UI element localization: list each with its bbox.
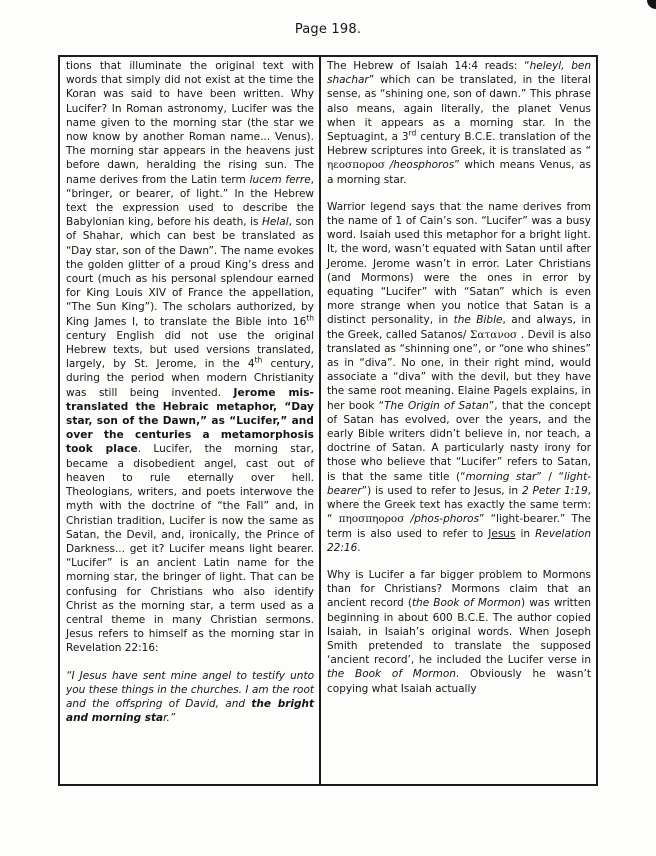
right-paragraph-warrior-legend: Warrior legend says that the name derives from the name of 1 of Cain’s son. “Lucifer” was a busy word. Isaiah used this metaphor for a bright light. It, the word, wasn’t equated with Satan until after Jerome. Jerome wasn’t in error. Later Christians (and Mormons) were the ones in error by equating “Lucifer” with “Satan” which is even more strange when you notice that Satan is a distinct personality, in the Bible, and always, in the Greek, called Satanos/ Σατανοσ . Devil is also translated as “shinning one”, or “one who shines” as in “diva”. No one, in their right mind, would associate a “diva” with the devil, but they have the same root meaning. Elaine Pagels explains, in her book “The Origin of Satan”, that the concept of Satan has evolved, over the years, and the early Bible writers didn’t believe in, nor teach, a doctrine of Satan. A particularly nasty irony for those who believe that “Lucifer” refers to Satan, is that the same title (“morning star” / “light-bearer”) is used to refer to Jesus, in 2 Peter 1:19, where the Greek text has exactly the same term: “ πηοσπηοροσ /phos-phoros” “light-bearer.” The term is also used to refer to Jesus in Revelation 22:16. <box>327 200 591 554</box>
left-column <box>60 57 321 784</box>
left-main-paragraph: tions that illuminate the original text with words that simply did not exist at the time the Koran was said to have been written. Why Lucifer? In Roman astronomy, Lucifer was the name given to the morning star (the star we now know by another Roman name... Venus). The morning star appears in the heavens just before dawn, heralding the rising sun. The name derives from the Latin term lucem ferre, “bringer, or bearer, of light.” In the Hebrew text the expression used to describe the Babylonian king, before his death, is Helal, son of Shahar, which can best be translated as “Day star, son of the Dawn”. The name evokes the golden glitter of a proud King’s dress and court (much as his personal splendour earned for King Louis XIV of France the appellation, “The Sun King”). The scholars authorized, by King James I, to translate the Bible into 16th century English did not use the original Hebrew texts, but used versions translated, largely, by St. Jerome, in the 4th century, during the period when modern Christianity was still being invented. Jerome mis-translated the Hebraic metaphor, “Day star, son of the Dawn,” as “Lucifer,” and over the centuries a metamorphosis took place. Lucifer, the morning star, became a disobedient angel, cast out of heaven to rule eternally over hell. Theologians, writers, and poets interwove the myth with the doctrine of “the Fall” and, in Christian tradition, Lucifer is now the same as Satan, the Devil, and, ironically, the Prince of Darkness... get it? Lucifer means light bearer. “Lucifer” is an ancient Latin name for the morning star, the bringer of light. That can be confusing for Christians who also identify Christ as the morning star, a term used as a central theme in many Christian sermons. Jesus refers to himself as the morning star in Revelation 22:16: <box>66 60 315 655</box>
two-column-text-box <box>58 55 598 786</box>
right-paragraph-mormons: Why is Lucifer a far bigger problem to Mormons than for Christians? Mormons claim that an ancient record (the Book of Mormon) was written beginning in about 600 B.C.E. The author copied Isaiah, in Isaiah’s original words. When Joseph Smith pretended to translate the supposed ‘ancient record’, he included the Lucifer verse in the Book of Mormon. Obviously he wasn’t copying what Isaiah actually <box>327 568 592 695</box>
page-title: Page 198. <box>294 22 362 37</box>
scripture-quote: “I Jesus have sent mine angel to testify unto you these things in the churches. I am the root and the offspring of David, and the bright and morning star.” <box>66 669 315 725</box>
right-column <box>321 57 596 784</box>
scan-artifact <box>647 0 656 9</box>
right-paragraph-isaiah: The Hebrew of Isaiah 14:4 reads: “heleyl, ben shachar” which can be translated, in the literal sense, as “shining one, son of dawn.” This phrase also means, again literally, the planet Venus when it appears as a morning star. In the Septuagint, a 3rd century B.C.E. translation of the Hebrew scriptures into Greek, it is translated as “ ηεοσποροσ /heosphoros” which means Venus, as a morning star. <box>327 60 592 186</box>
